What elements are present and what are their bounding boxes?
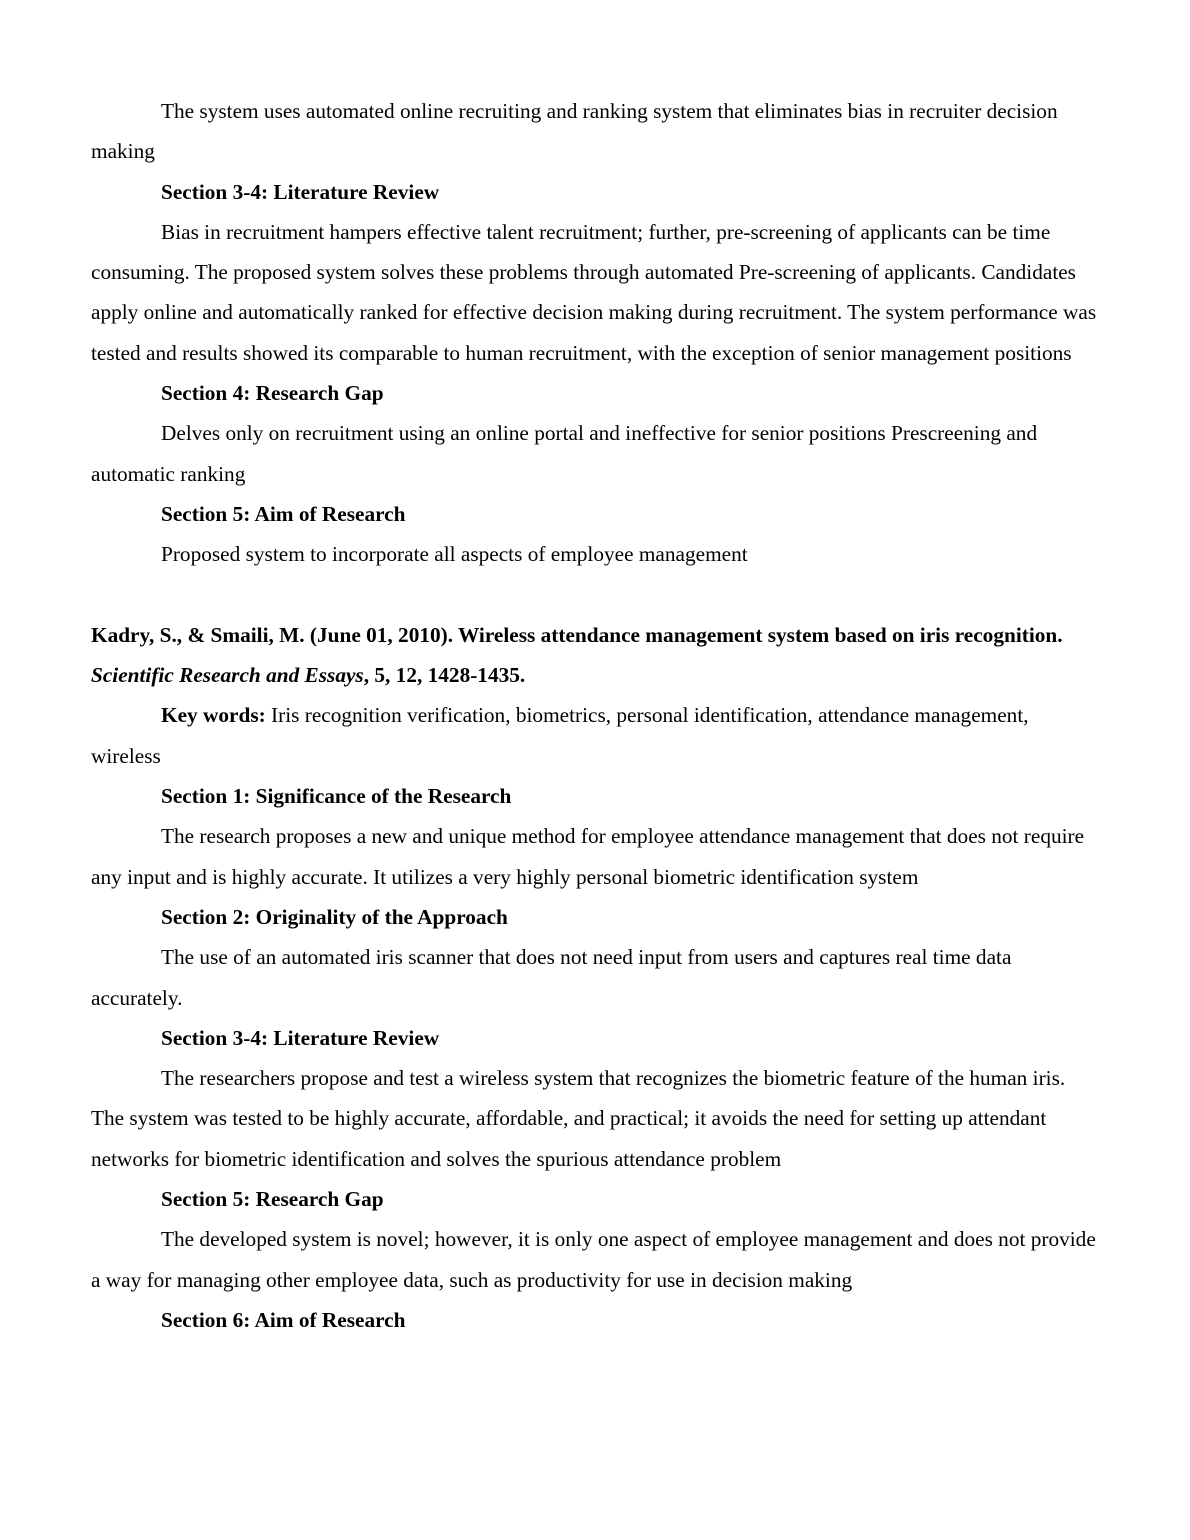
paragraph-originality: The use of an automated iris scanner that does not need input from users and captures real time data accurately. xyxy=(91,945,1012,1010)
heading-aim-of-research-2: Section 6: Aim of Research xyxy=(161,1307,406,1332)
heading-significance: Section 1: Significance of the Research xyxy=(161,784,512,809)
paragraph-aim-of-research: Proposed system to incorporate all aspects of employee management xyxy=(161,542,748,567)
heading-literature-review-2: Section 3-4: Literature Review xyxy=(161,1025,440,1050)
heading-originality: Section 2: Originality of the Approach xyxy=(161,904,508,929)
paragraph-research-gap: Delves only on recruitment using an online portal and ineffective for senior positions Prescreening and automatic ranking xyxy=(91,421,1038,486)
paragraph-literature-review: Bias in recruitment hampers effective talent recruitment; further, pre-screening of applicants can be time consuming. The proposed system solves these problems through automated Pre-screening of applicants. Candidates apply online and automatically ranked for effective decision making during recruitment. The system performance was tested and results showed its comparable to human recruitment, with the exception of senior management positions xyxy=(91,219,1097,365)
paragraph-significance: The research proposes a new and unique method for employee attendance management that does not require any input and is highly accurate. It utilizes a very highly personal biometric identification system xyxy=(91,824,1085,889)
keywords-text: Iris recognition verification, biometrics, personal identification, attendance management, wireless xyxy=(91,703,1029,768)
reference-journal: Scientific Research and Essays xyxy=(91,663,364,688)
reference-volume-pages: , 5, 12, 1428-1435. xyxy=(363,663,526,688)
paragraph-system-summary: The system uses automated online recruiting and ranking system that eliminates bias in recruiter decision making xyxy=(91,99,1058,164)
heading-research-gap: Section 4: Research Gap xyxy=(161,381,384,406)
blank-line xyxy=(91,575,1101,615)
paragraph-literature-review-2: The researchers propose and test a wireless system that recognizes the biometric feature of the human iris. The system was tested to be highly accurate, affordable, and practical; it avoids the need for setting up attendant networks for biometric identification and solves the spurious attendance problem xyxy=(91,1066,1066,1171)
paragraph-research-gap-2: The developed system is novel; however, it is only one aspect of employee management and does not provide a way for managing other employee data, such as productivity for use in decision making xyxy=(91,1227,1096,1292)
reference-citation xyxy=(91,615,1101,696)
keywords-paragraph xyxy=(91,695,1101,776)
heading-literature-review: Section 3-4: Literature Review xyxy=(161,179,440,204)
document-page xyxy=(91,91,1101,1340)
keywords-label: Key words: xyxy=(161,703,266,728)
heading-aim-of-research: Section 5: Aim of Research xyxy=(161,501,406,526)
heading-research-gap-2: Section 5: Research Gap xyxy=(161,1187,384,1212)
reference-authors-title: Kadry, S., & Smaili, M. (June 01, 2010). Wireless attendance management system based on iris recognition. xyxy=(91,622,1063,647)
